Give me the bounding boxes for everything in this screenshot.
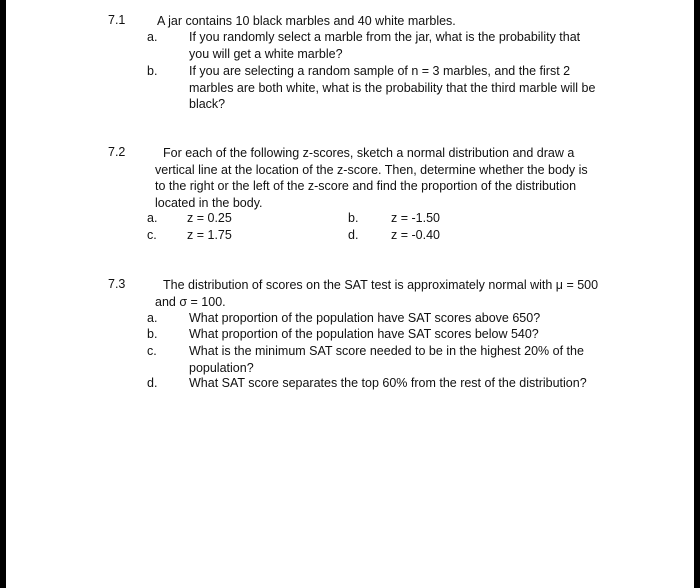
question-7-3-part-d [147, 375, 597, 392]
part-text: If you randomly select a marble from the jar, what is the probability that you will get a white marble? [189, 30, 581, 61]
question-number-7-1: 7.1 [108, 13, 126, 27]
part-text: If you are selecting a random sample of n = 3 marbles, and the first 2 marbles are both white, what is the probability that the third marble will be black? [189, 64, 596, 111]
question-7-3-stem: The distribution of scores on the SAT test is approximately normal with μ = 500 and σ = 100. [155, 278, 599, 309]
part-text: What is the minimum SAT score needed to be in the highest 20% of the population? [189, 344, 584, 375]
question-7-3-part-c [147, 343, 597, 376]
zscore-value: z = 1.75 [187, 228, 232, 242]
document-page [6, 0, 694, 588]
part-text: What proportion of the population have SAT scores above 650? [189, 311, 541, 325]
part-label: a. [147, 311, 158, 325]
question-7-1-stem: A jar contains 10 black marbles and 40 white marbles. [157, 14, 456, 28]
part-label: c. [147, 344, 157, 358]
zscore-value: z = -1.50 [391, 211, 440, 225]
part-label: b. [147, 64, 158, 78]
question-7-1-part-a [147, 29, 597, 62]
question-7-2-stem: For each of the following z-scores, sketch a normal distribution and draw a vertical line at the location of the z-score. Then, determine whether the body is to the right or the left of the z-score and find the proportion of the distribution located in the body. [155, 146, 588, 210]
zscore-value: z = 0.25 [187, 211, 232, 225]
zscore-value: z = -0.40 [391, 228, 440, 242]
question-number-7-3: 7.3 [108, 277, 126, 291]
question-7-1-part-b [147, 63, 597, 113]
part-label: a. [147, 30, 158, 44]
part-text: What SAT score separates the top 60% from the rest of the distribution? [189, 376, 587, 390]
part-label: d. [147, 376, 158, 390]
part-label: b. [147, 327, 158, 341]
question-7-3-part-b [147, 326, 597, 343]
part-text: What proportion of the population have SAT scores below 540? [189, 327, 539, 341]
question-number-7-2: 7.2 [108, 145, 126, 159]
zscore-label: d. [348, 228, 359, 242]
zscore-label: b. [348, 211, 359, 225]
zscore-label: a. [147, 211, 158, 225]
question-7-3-part-a [147, 310, 597, 327]
zscore-label: c. [147, 228, 157, 242]
